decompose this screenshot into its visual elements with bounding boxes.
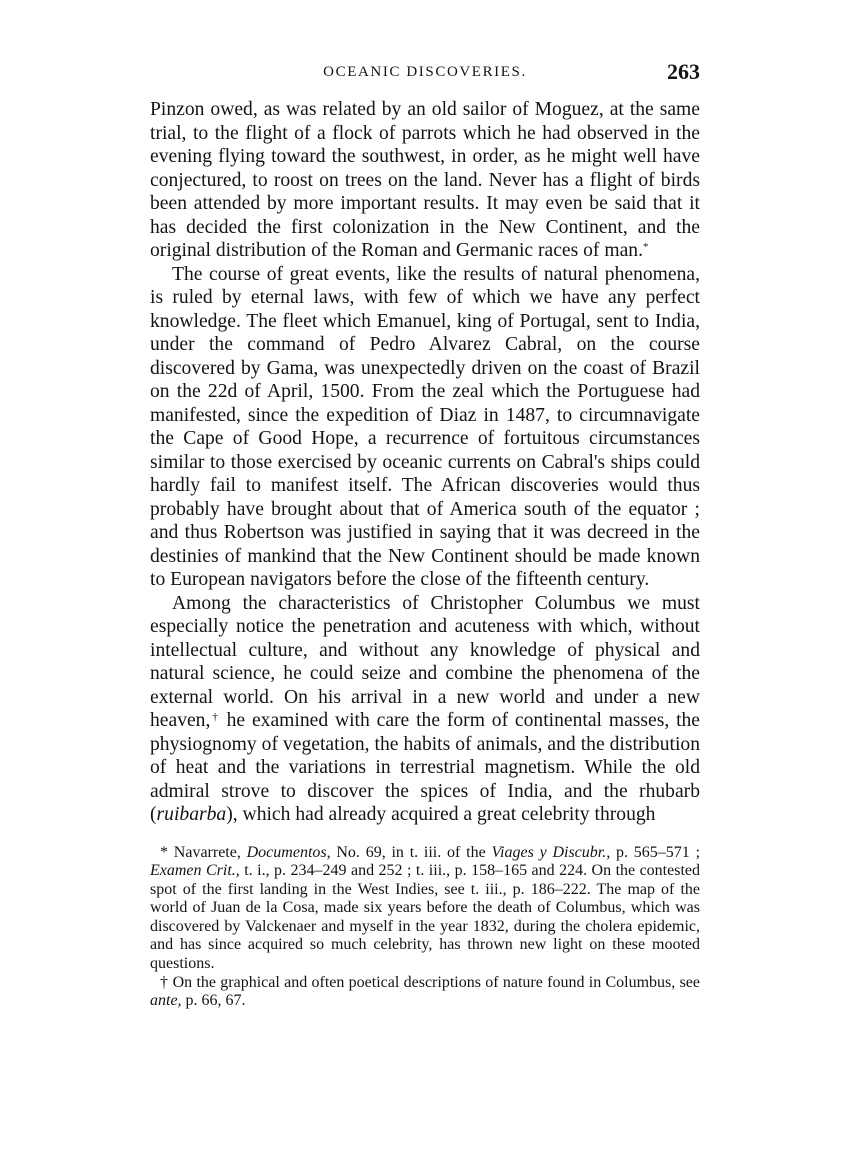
running-head: [150, 59, 700, 98]
paragraph-2: [150, 263, 700, 592]
body-text: [150, 98, 700, 827]
footnote-ref-dagger: †: [210, 711, 220, 723]
footnote-2-mark: †: [160, 973, 173, 991]
paragraph-3-text-b: he examined with care the form of continental masses, the physiognomy of vegetation, the habits of animals, and the distribution of heat and the variations in terrestrial magnetism. While the old admiral strove to discover the spices of India, and the rhubarb (: [150, 710, 701, 825]
footnote-1-mark: *: [160, 843, 174, 861]
paragraph-2-text: The course of great events, like the results of natural phenomena, is ruled by eternal laws, with few of which we have any perfect knowledge. The fleet which Emanuel, king of Portugal, sent to India, under the command of Pedro Alvarez Cabral, on the course discovered by Gama, was unexpectedly driven on the coast of Brazil on the 22d of April, 1500. From the zeal which the Portuguese had manifested, since the expedition of Diaz in 1487, to circumnavigate the Cape of Good Hope, a recurrence of fortuitous circumstances similar to those exercised by oceanic currents on Cabral's ships could hardly fail to manifest itself. The African discoveries would thus probably have brought about that of America south of the equator ; and thus Robertson was justified in saying that it was decreed in the destinies of mankind that the New Continent should be made known to European navigators before the close of the fifteenth century.: [150, 263, 700, 590]
footnote-ref-asterisk: *: [642, 241, 649, 253]
book-page: [150, 59, 701, 1011]
footnote-2-text-2: p. 66, 67.: [181, 992, 246, 1010]
page-number: 263: [667, 59, 700, 84]
running-title: OCEANIC DISCOVERIES.: [323, 64, 527, 80]
footnote-1-text-2: No. 69, in t. iii. of the: [330, 843, 492, 861]
footnote-2: [150, 974, 700, 1011]
paragraph-1: [150, 98, 700, 263]
paragraph-3-italic: ruibarba: [156, 804, 227, 825]
footnote-1: [150, 844, 700, 974]
paragraph-1-text: Pinzon owed, as was related by an old sailor of Moguez, at the same trial, to the flight of a flock of parrots which he had observed in the evening flying toward the southwest, in order, as he might well have conjectured, to roost on trees on the land. Never has a flight of birds been attended by more important results. It may even be said that it has decided the first colonization in the New Continent, and the original distribution of the Roman and Germanic races of man.: [150, 99, 700, 261]
paragraph-3-text-c: ), which had already acquired a great celebrity through: [226, 804, 656, 825]
footnote-1-text-4: t. i., p. 234–249 and 252 ; t. iii., p. 158–165 and 224. On the contested spot of the first landing in the West Indies, see t. iii., p. 186–222. The map of the world of Juan de la Cosa, made six years before the death of Columbus, which was discovered by Valckenaer and myself in the year 1832, during the cholera epidemic, and has since acquired so much celebrity, has thrown new light on these mooted questions.: [150, 862, 700, 973]
footnote-1-italic-2: Viages y Discubr.,: [491, 843, 611, 861]
footnote-2-italic-1: ante,: [150, 992, 182, 1010]
footnote-1-text-1: Navarrete,: [173, 843, 247, 861]
footnotes: [150, 844, 700, 1011]
footnote-1-italic-1: Documentos,: [246, 843, 331, 861]
paragraph-3-text-a: Among the characteristics of Christopher Columbus we must especially notice the penetration and acuteness with which, without intellectual culture, and without any knowledge of physical and natural science, he could seize and combine the phenomena of the external world. On his arrival in a new world and under a new heaven,: [150, 592, 700, 731]
paragraph-3: [150, 592, 700, 827]
footnote-1-italic-3: Examen Crit.,: [150, 862, 240, 880]
footnote-1-text-3: p. 565–571 ;: [610, 843, 701, 861]
footnote-2-text-1: On the graphical and often poetical descriptions of nature found in Columbus, see: [172, 973, 701, 991]
